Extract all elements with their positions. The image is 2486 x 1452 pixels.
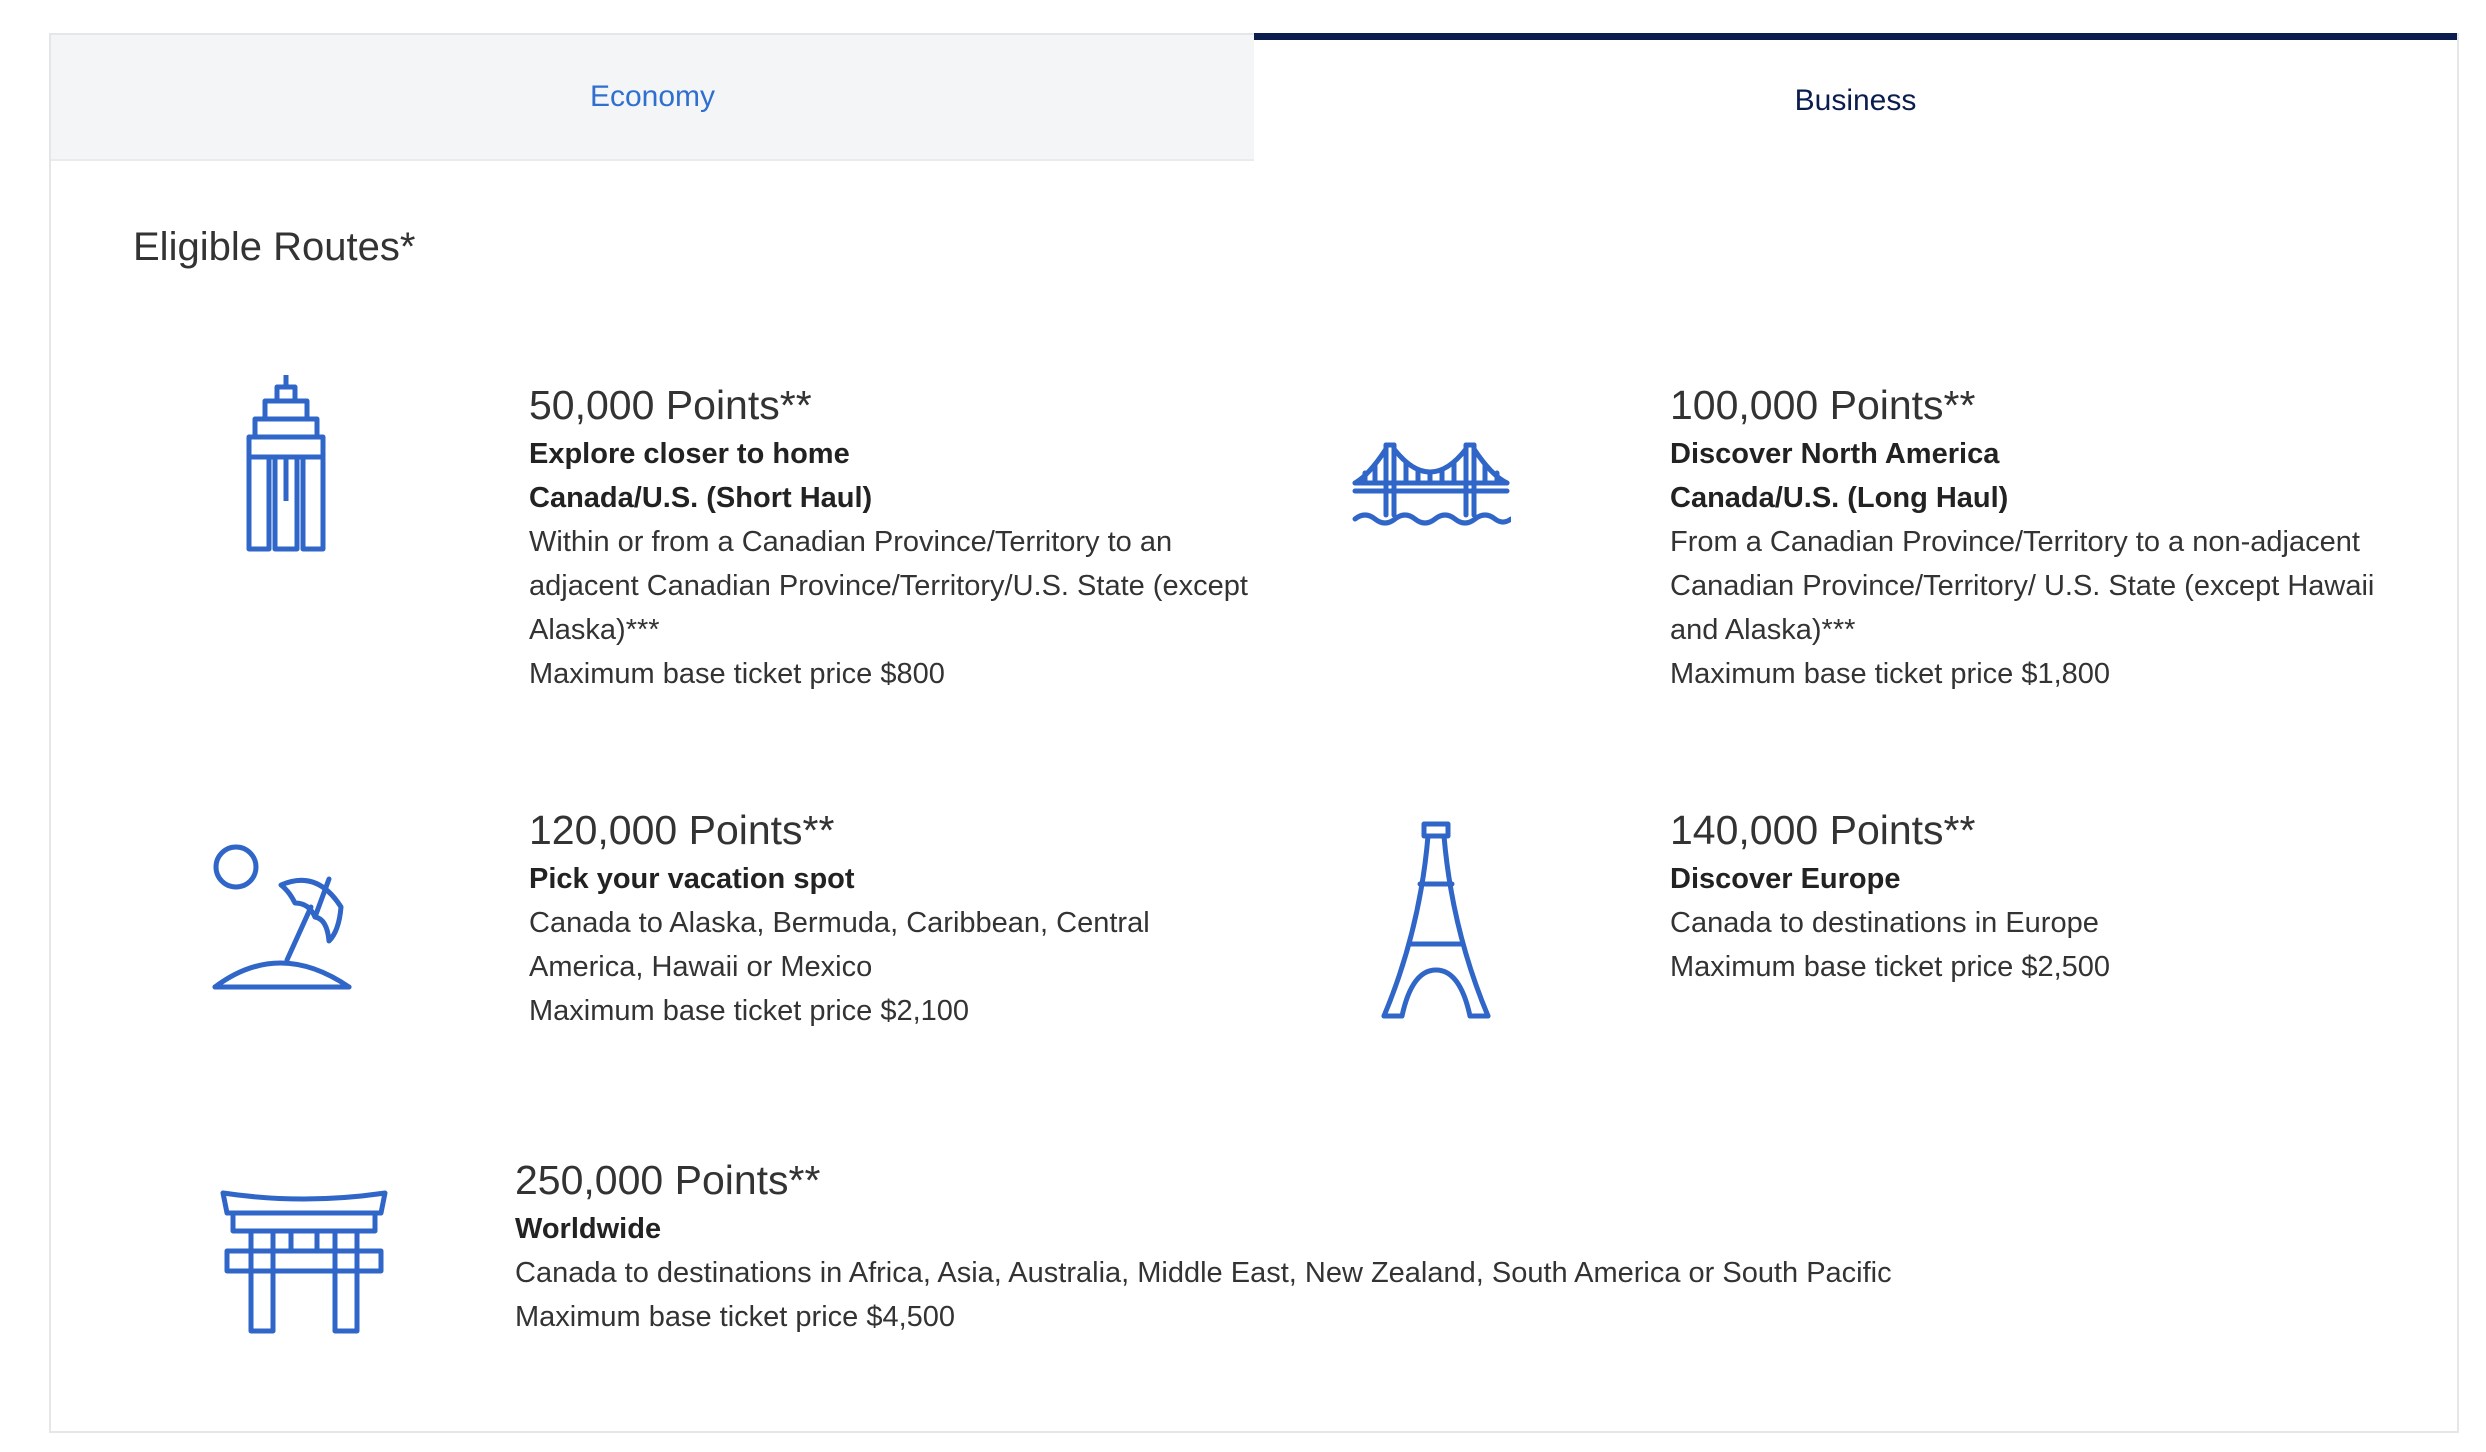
beach-umbrella-icon: [209, 835, 369, 995]
tab-economy[interactable]: Economy: [51, 35, 1254, 161]
route-title: Worldwide: [515, 1213, 662, 1245]
cabin-tabs: [51, 35, 2457, 161]
route-points: 100,000 Points**: [1670, 382, 1976, 428]
route-subtitle: Canada/U.S. (Short Haul): [529, 482, 873, 514]
route-max-price: Maximum base ticket price $4,500: [515, 1301, 956, 1333]
route-subtitle: Canada/U.S. (Long Haul): [1670, 482, 2009, 514]
eiffel-tower-icon: [1376, 820, 1496, 1020]
tab-business[interactable]: Business: [1254, 33, 2457, 161]
bridge-icon: [1351, 435, 1511, 535]
route-max-price: Maximum base ticket price $1,800: [1670, 658, 2111, 690]
route-title: Discover North America: [1670, 438, 2000, 470]
route-short-haul: [529, 380, 1249, 696]
route-worldwide: [515, 1155, 2415, 1339]
route-points: 120,000 Points**: [529, 807, 835, 853]
skyscraper-icon: [241, 373, 331, 553]
route-title: Discover Europe: [1670, 863, 1901, 895]
torii-gate-icon: [219, 1185, 389, 1335]
route-max-price: Maximum base ticket price $2,100: [529, 995, 970, 1027]
route-description: Canada to destinations in Africa, Asia, Australia, Middle East, New Zealand, South America or South Pacific: [515, 1257, 1892, 1289]
eligible-routes-card: [49, 33, 2459, 1433]
route-vacation: [529, 805, 1249, 1033]
route-description: Within or from a Canadian Province/Territory to an adjacent Canadian Province/Territory/U.S. State (except Alaska)***: [529, 526, 1248, 646]
route-europe: [1670, 805, 2390, 989]
section-title: Eligible Routes*: [133, 225, 416, 269]
route-description: Canada to Alaska, Bermuda, Caribbean, Central America, Hawaii or Mexico: [529, 907, 1150, 983]
route-description: From a Canadian Province/Territory to a non-adjacent Canadian Province/Territory/ U.S. State (except Hawaii and Alaska)***: [1670, 526, 2375, 646]
route-title: Pick your vacation spot: [529, 863, 855, 895]
route-points: 250,000 Points**: [515, 1157, 821, 1203]
route-title: Explore closer to home: [529, 438, 850, 470]
route-long-haul: [1670, 380, 2390, 696]
route-points: 50,000 Points**: [529, 382, 812, 428]
route-description: Canada to destinations in Europe: [1670, 907, 2099, 939]
route-points: 140,000 Points**: [1670, 807, 1976, 853]
route-max-price: Maximum base ticket price $800: [529, 658, 945, 690]
route-max-price: Maximum base ticket price $2,500: [1670, 951, 2111, 983]
